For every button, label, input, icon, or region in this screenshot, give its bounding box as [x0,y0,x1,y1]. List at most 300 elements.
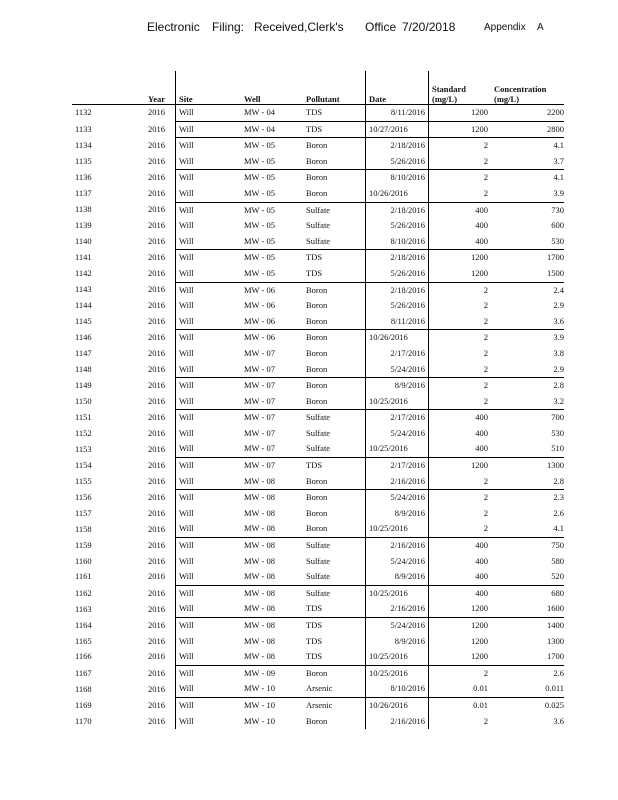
table-row [72,105,564,122]
row-standard: 1200 [429,649,492,665]
row-concentration: 600 [551,220,564,231]
row-well: MW - 05 [244,187,276,198]
row-site: Will [176,410,242,426]
row-standard: 400 [429,202,492,218]
table-row [72,681,564,697]
row-site: Will [176,554,242,570]
row-concentration: 1600 [547,603,564,614]
row-index: 1156 [75,492,92,502]
header-electronic: Electronic [147,20,200,34]
row-pollutant: Sulfate [303,410,366,426]
row-date: 8/10/2016 [366,170,429,186]
table-row [72,426,564,442]
header-office: Office [365,20,397,34]
row-concentration: 1700 [491,250,564,266]
row-pollutant: Boron [303,490,366,506]
row-site: Will [176,170,242,186]
row-index: 1150 [75,395,92,406]
row-well: MW - 05 [244,220,276,231]
col-standard-header [429,71,492,105]
table-header-row [72,71,564,105]
row-site: Will [176,138,242,154]
row-standard: 2 [429,314,492,330]
row-date: 8/9/2016 [366,634,429,650]
row-standard: 2 [429,665,492,681]
row-well: MW - 09 [241,665,303,681]
col-well-header: Well [244,94,261,104]
row-index: 1136 [75,172,92,183]
row-well: MW - 06 [241,330,303,346]
row-date: 2/18/2016 [366,282,429,298]
row-site: Will [176,665,242,681]
row-pollutant: Boron [306,347,328,358]
row-pollutant: Sulfate [306,235,331,246]
row-concentration: 2.4 [491,282,564,298]
row-pollutant: Boron [306,363,328,374]
row-site: Will [176,121,242,138]
table-body [72,105,564,730]
row-well: MW - 08 [244,635,276,646]
row-pollutant: Sulfate [306,443,331,454]
row-year: 2016 [148,395,165,406]
row-pollutant: TDS [306,107,323,117]
row-concentration: 1700 [547,651,564,662]
row-date: 10/25/2016 [366,394,429,410]
row-standard: 1200 [429,250,492,266]
row-year: 2016 [148,603,165,614]
row-concentration: 3.9 [553,187,564,198]
row-date: 2/17/2016 [366,410,429,426]
row-index: 1154 [75,459,92,470]
row-concentration: 510 [551,443,564,454]
table-row [72,538,564,554]
row-site: Will [176,394,242,410]
row-date: 5/26/2016 [366,218,429,234]
row-year: 2016 [148,699,165,710]
row-well: MW - 05 [241,202,303,218]
header-received: Received,Clerk's [254,20,344,34]
row-concentration: 2.6 [553,507,564,518]
row-year: 2016 [148,667,165,678]
row-standard: 2 [429,378,492,394]
row-concentration: 0.025 [491,697,564,713]
row-pollutant: Sulfate [303,585,366,601]
row-pollutant: Boron [306,507,328,518]
row-index: 1163 [75,603,92,614]
row-concentration: 520 [551,571,564,582]
row-year: 2016 [148,107,165,118]
row-site: Will [176,585,242,601]
row-year: 2016 [148,284,165,295]
row-well: MW - 10 [244,683,276,694]
row-well: MW - 04 [241,121,303,138]
row-index: 1167 [75,667,92,678]
table-row [72,121,564,138]
row-concentration: 4.1 [553,523,564,534]
table-row [72,649,564,665]
row-year: 2016 [148,363,165,374]
row-site: Will [176,714,242,730]
row-standard: 1200 [429,601,492,617]
row-date: 2/18/2016 [366,250,429,266]
row-well: MW - 07 [244,395,276,406]
row-index: 1137 [75,188,92,199]
row-date: 10/25/2016 [366,585,429,601]
row-year: 2016 [148,539,165,550]
table-row [72,234,564,250]
row-standard: 0.01 [429,697,492,713]
header-appendix: Appendix [484,22,526,33]
table-row [72,298,564,314]
row-site: Will [176,649,242,665]
row-pollutant: TDS [303,458,366,474]
row-concentration: 0.011 [545,683,564,694]
col-site-header: Site [176,71,242,105]
row-year: 2016 [148,427,165,438]
row-pollutant: TDS [303,618,366,634]
header-date: 7/20/2018 [402,20,456,34]
row-well: MW - 07 [244,363,276,374]
row-index: 1158 [75,523,92,534]
row-site: Will [176,234,242,250]
row-concentration: 750 [491,538,564,554]
table-row [72,697,564,713]
row-site: Will [176,218,242,234]
row-site: Will [176,362,242,378]
header-filing: Filing: [212,20,245,34]
row-pollutant: Boron [306,300,328,311]
row-year: 2016 [148,715,165,726]
filing-header [0,20,618,38]
row-well: MW - 08 [244,603,276,614]
row-well: MW - 08 [241,618,303,634]
table-row [72,569,564,585]
row-index: 1142 [75,268,92,279]
row-year: 2016 [148,443,165,454]
monitoring-data-table [72,71,564,729]
row-well: MW - 05 [244,155,276,166]
row-date: 8/9/2016 [366,506,429,522]
row-site: Will [176,202,242,218]
table-row [72,378,564,394]
row-concentration: 700 [491,410,564,426]
row-index: 1166 [75,651,92,662]
row-well: MW - 07 [244,347,276,358]
row-year: 2016 [148,188,165,199]
row-concentration: 1500 [547,267,564,278]
row-year: 2016 [148,252,165,263]
row-well: MW - 06 [244,315,276,326]
row-well: MW - 04 [244,107,276,117]
row-date: 10/25/2016 [366,665,429,681]
row-standard: 2 [429,394,492,410]
row-concentration: 4.1 [491,138,564,154]
row-concentration: 530 [551,427,564,438]
row-date: 8/9/2016 [366,569,429,585]
row-site: Will [176,441,242,457]
row-date: 10/26/2016 [366,330,429,346]
row-site: Will [176,681,242,697]
row-date: 8/9/2016 [366,378,429,394]
row-year: 2016 [148,139,165,150]
row-date: 10/25/2016 [366,441,429,457]
row-concentration: 3.8 [553,347,564,358]
row-pollutant: Sulfate [306,555,331,566]
table-row [72,634,564,650]
row-index: 1133 [75,123,92,134]
row-standard: 2 [429,330,492,346]
row-standard: 1200 [429,458,492,474]
row-concentration: 530 [551,235,564,246]
row-index: 1147 [75,347,92,358]
row-index: 1143 [75,284,92,295]
row-date: 8/10/2016 [366,681,429,697]
row-site: Will [176,521,242,537]
table-row [72,601,564,617]
table-row [72,138,564,154]
row-well: MW - 08 [244,555,276,566]
table-row [72,506,564,522]
row-standard: 2 [429,138,492,154]
row-well: MW - 08 [244,507,276,518]
row-well: MW - 07 [241,378,303,394]
row-standard: 0.01 [429,681,492,697]
table-row [72,585,564,601]
row-well: MW - 07 [241,410,303,426]
col-concentration-header [491,71,564,105]
row-well: MW - 08 [244,475,276,486]
row-well: MW - 06 [244,300,276,311]
standard-label: Standard [432,84,467,94]
row-well: MW - 05 [244,235,276,246]
row-year: 2016 [148,555,165,566]
row-pollutant: Boron [303,665,366,681]
row-year: 2016 [148,619,165,630]
table-row [72,282,564,298]
row-date: 2/16/2016 [366,601,429,617]
row-concentration: 680 [491,585,564,601]
row-year: 2016 [148,683,165,694]
row-standard: 1200 [429,634,492,650]
concentration-label: Concentration [494,84,547,94]
row-date: 5/26/2016 [366,154,429,170]
table-row [72,490,564,506]
row-concentration: 2.6 [491,665,564,681]
row-index: 1152 [75,427,92,438]
row-date: 8/11/2016 [366,105,429,122]
row-concentration: 2200 [547,107,564,117]
row-date: 2/17/2016 [366,346,429,362]
row-well: MW - 07 [244,443,276,454]
table-row [72,458,564,474]
row-pollutant: TDS [303,121,366,138]
row-date: 8/10/2016 [366,234,429,250]
row-date: 10/27/2016 [366,121,429,138]
table-row [72,665,564,681]
row-standard: 2 [429,714,492,730]
row-site: Will [176,346,242,362]
row-standard: 1200 [429,121,492,138]
row-site: Will [176,506,242,522]
row-year: 2016 [148,332,165,343]
row-year: 2016 [148,523,165,534]
row-site: Will [176,154,242,170]
col-date-header: Date [366,71,429,105]
row-site: Will [176,298,242,314]
row-pollutant: TDS [306,635,323,646]
row-site: Will [176,105,242,122]
row-date: 2/17/2016 [366,458,429,474]
row-year: 2016 [148,492,165,502]
row-index: 1141 [75,252,92,263]
row-site: Will [176,378,242,394]
row-concentration: 1300 [491,458,564,474]
row-site: Will [176,697,242,713]
row-site: Will [176,490,242,506]
row-pollutant: Boron [303,282,366,298]
row-pollutant: Sulfate [306,220,331,231]
row-date: 10/26/2016 [366,697,429,713]
table-row [72,410,564,426]
standard-unit: (mg/L) [432,94,458,104]
row-concentration: 2.8 [553,475,564,486]
row-date: 8/11/2016 [366,314,429,330]
row-well: MW - 08 [244,571,276,582]
row-well: MW - 08 [244,523,276,534]
row-date: 2/16/2016 [366,538,429,554]
row-standard: 1200 [429,266,492,282]
row-standard: 400 [429,410,492,426]
row-well: MW - 07 [241,458,303,474]
row-well: MW - 05 [241,170,303,186]
table-row [72,170,564,186]
row-index: 1161 [75,571,92,582]
row-well: MW - 05 [241,138,303,154]
row-year: 2016 [148,315,165,326]
row-index: 1146 [75,332,92,343]
row-site: Will [176,314,242,330]
row-year: 2016 [148,412,165,423]
row-pollutant: Boron [303,330,366,346]
row-index: 1165 [75,635,92,646]
row-site: Will [176,601,242,617]
row-date: 2/16/2016 [366,714,429,730]
row-year: 2016 [148,156,165,167]
row-pollutant: Boron [306,523,328,534]
row-concentration: 1300 [547,635,564,646]
row-pollutant: TDS [303,250,366,266]
table-row [72,250,564,266]
row-pollutant: Sulfate [306,427,331,438]
row-standard: 1200 [429,105,492,122]
row-date: 5/24/2016 [366,554,429,570]
table-row [72,618,564,634]
row-site: Will [176,266,242,282]
row-index: 1169 [75,699,92,710]
row-site: Will [176,250,242,266]
row-site: Will [176,458,242,474]
row-pollutant: Sulfate [303,538,366,554]
row-standard: 400 [429,218,492,234]
row-date: 5/26/2016 [366,266,429,282]
row-pollutant: Boron [306,315,328,326]
row-well: MW - 08 [241,538,303,554]
row-site: Will [176,282,242,298]
row-standard: 2 [429,186,492,202]
row-standard: 2 [429,154,492,170]
row-concentration: 2.8 [491,378,564,394]
row-standard: 400 [429,441,492,457]
row-year: 2016 [148,172,165,183]
row-site: Will [176,330,242,346]
row-date: 5/24/2016 [366,618,429,634]
row-date: 5/24/2016 [366,490,429,506]
row-site: Will [176,634,242,650]
row-year: 2016 [148,635,165,646]
row-pollutant: Boron [303,138,366,154]
row-concentration: 3.6 [553,715,564,726]
row-year: 2016 [148,571,165,582]
row-concentration: 2.9 [553,300,564,311]
row-date: 2/18/2016 [366,138,429,154]
row-index: 1157 [75,507,92,518]
row-concentration: 1400 [491,618,564,634]
col-pollutant-header: Pollutant [306,94,340,104]
row-pollutant: Sulfate [306,571,331,582]
row-standard: 2 [429,474,492,490]
row-concentration: 4.1 [491,170,564,186]
row-concentration: 580 [551,555,564,566]
row-well: MW - 08 [241,490,303,506]
row-year: 2016 [148,587,165,598]
row-pollutant: Boron [303,378,366,394]
row-pollutant: Boron [306,187,328,198]
table-row [72,314,564,330]
table-row [72,218,564,234]
row-year: 2016 [148,347,165,358]
row-standard: 2 [429,170,492,186]
row-well: MW - 06 [241,282,303,298]
row-concentration: 2.9 [553,363,564,374]
row-index: 1164 [75,619,92,630]
row-date: 5/24/2016 [366,362,429,378]
row-pollutant: Arsenic [306,683,333,694]
concentration-unit: (mg/L) [494,94,520,104]
row-date: 5/26/2016 [366,298,429,314]
row-concentration: 2800 [491,121,564,138]
row-date: 5/24/2016 [366,426,429,442]
row-year: 2016 [148,459,165,470]
row-pollutant: Boron [306,155,328,166]
table-row [72,346,564,362]
row-pollutant: Boron [306,475,328,486]
row-index: 1132 [75,107,92,118]
row-well: MW - 05 [244,267,276,278]
row-standard: 2 [429,490,492,506]
row-concentration: 3.7 [553,155,564,166]
row-index: 1149 [75,379,92,390]
row-year: 2016 [148,300,165,311]
col-year-header: Year [148,94,165,104]
row-well: MW - 08 [244,651,276,662]
row-index: 1168 [75,683,92,694]
row-date: 2/16/2016 [366,474,429,490]
row-standard: 400 [429,234,492,250]
table-row [72,441,564,457]
row-standard: 2 [429,298,492,314]
row-date: 2/18/2016 [366,202,429,218]
table-row [72,330,564,346]
